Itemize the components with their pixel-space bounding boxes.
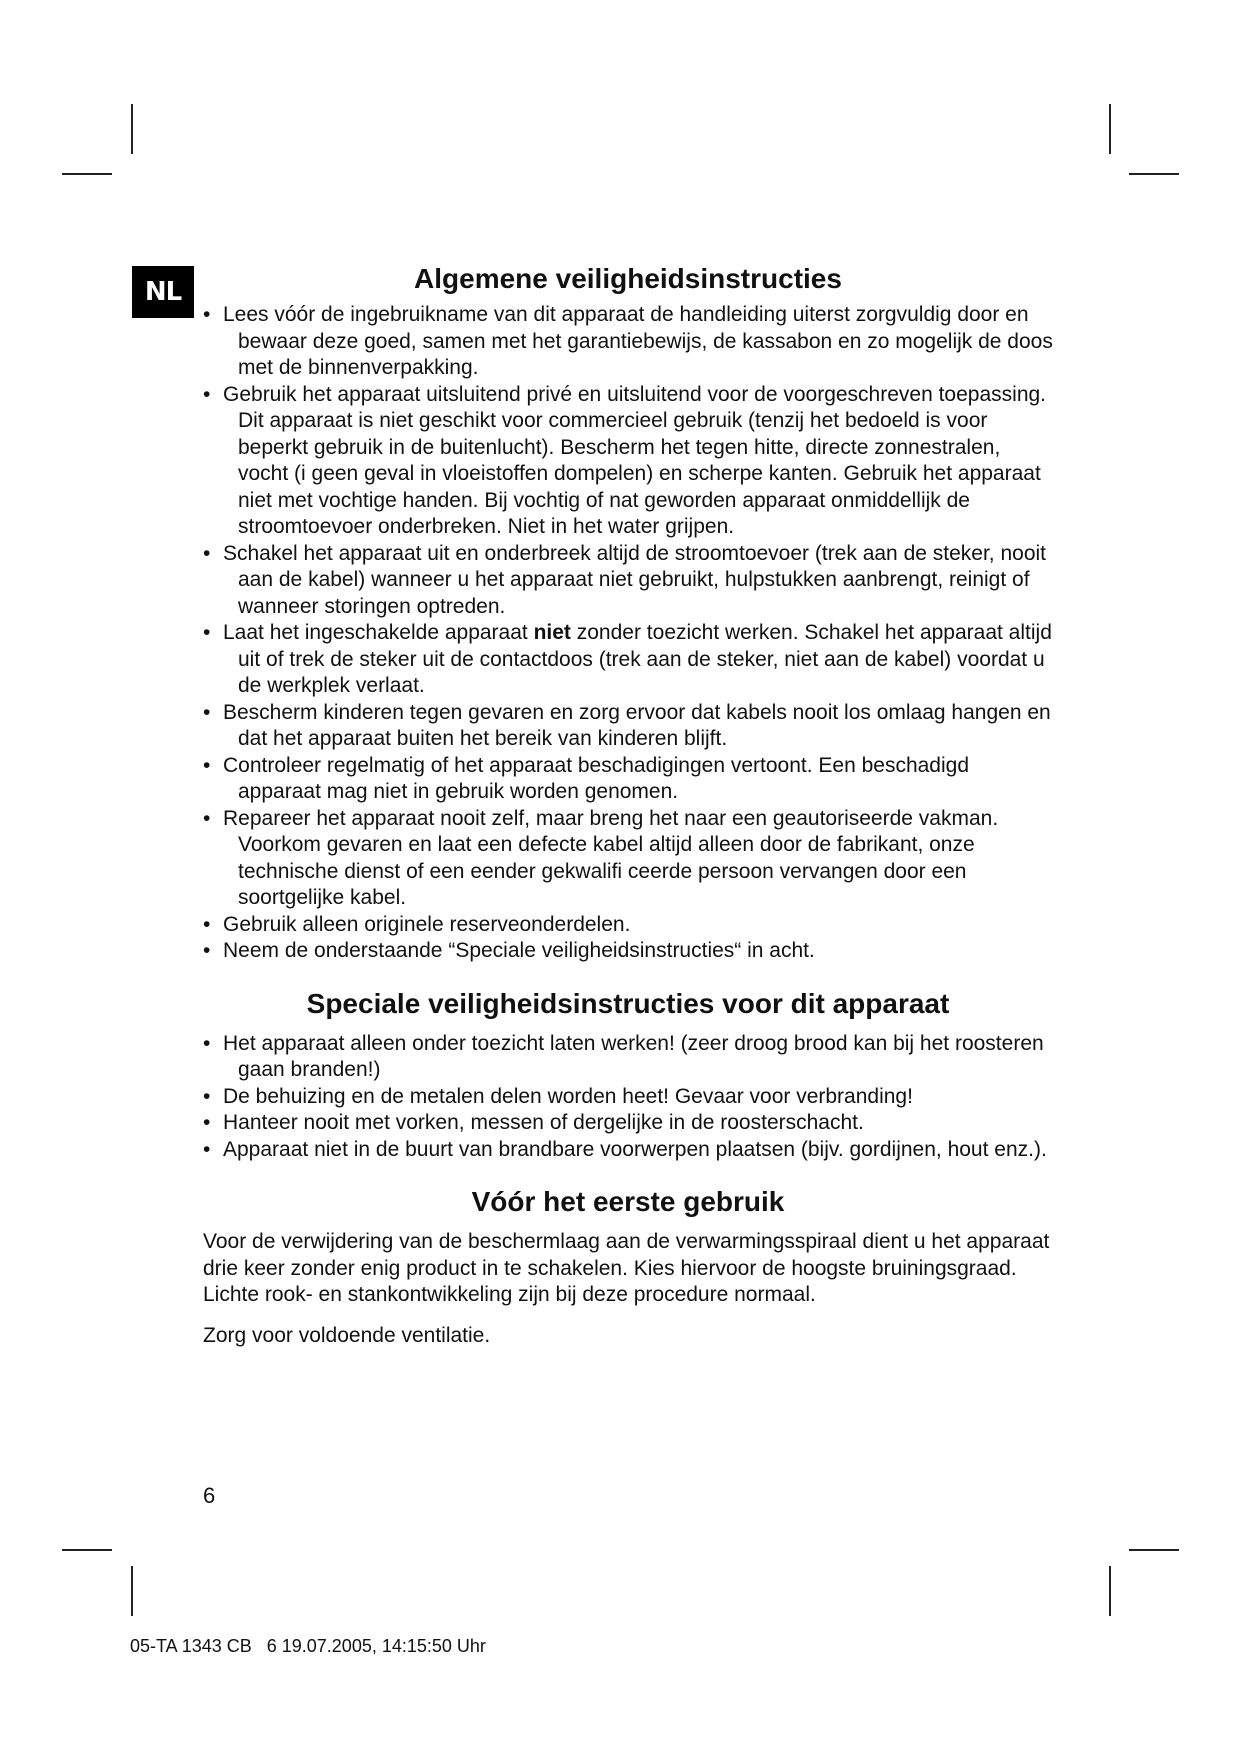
page-number: 6 (203, 1483, 216, 1508)
ventilation-paragraph: Zorg voor voldoende ventilatie. (203, 1323, 491, 1347)
crop-mark-top-right-horizontal (1129, 173, 1179, 175)
list-item: • Repareer het apparaat nooit zelf, maar breng het naar een geautoriseerde vakman. Voorkom gevaren en laat een defecte kabel altijd alleen door de fabrikant, onze technische dienst of een eender gekwalifi ceerde persoon vervangen door een soortgelijke kabel. (203, 806, 999, 909)
general-safety-list (203, 302, 1053, 965)
list-item: • De behuizing en de metalen delen worden heet! Gevaar voor verbranding! (203, 1084, 913, 1108)
list-item: • Het apparaat alleen onder toezicht laten werken! (zeer droog brood kan bij het roosteren gaan branden!) (203, 1031, 1044, 1081)
section-title-first-use: Vóór het eerste gebruik (471, 1186, 785, 1217)
list-item: • Neem de onderstaande “Speciale veiligheidsinstructies“ in acht. (203, 939, 815, 962)
section-title-general-safety: Algemene veiligheidsinstructies (414, 263, 842, 294)
crop-mark-bottom-right-horizontal (1129, 1549, 1179, 1551)
crop-mark-top-left-vertical (131, 104, 133, 154)
crop-mark-bottom-right-vertical (1109, 1566, 1111, 1616)
list-item: • Controleer regelmatig of het apparaat beschadigingen vertoont. Een beschadigd apparaat mag niet in gebruik worden genomen. (203, 753, 970, 803)
crop-mark-top-left-horizontal (62, 173, 112, 175)
list-item: • Lees vóór de ingebruikname van dit apparaat de handleiding uiterst zorgvuldig door en bewaar deze goed, samen met het garantiebewijs, de kassabon en zo mogelijk de doos met de binnenverpakking. (203, 303, 1053, 379)
crop-mark-bottom-left-vertical (131, 1566, 133, 1616)
list-item: • Schakel het apparaat uit en onderbreek altijd de stroomtoevoer (trek aan de steker, nooit aan de kabel) wanneer u het apparaat niet gebruikt, hulpstukken aanbrengt, reinigt of wanneer storingen optreden. (203, 541, 1046, 618)
emphasis-niet: niet (533, 621, 571, 644)
list-item: • Hanteer nooit met vorken, messen of dergelijke in de roosterschacht. (203, 1111, 864, 1134)
crop-mark-top-right-vertical (1109, 104, 1111, 154)
list-item: • Gebruik alleen originele reserveonderdelen. (203, 912, 631, 936)
list-item: • Bescherm kinderen tegen gevaren en zorg ervoor dat kabels nooit los omlaag hangen en dat het apparaat buiten het bereik van kinderen blijft. (203, 700, 1051, 750)
language-badge: NL (132, 266, 194, 318)
list-item: • Apparaat niet in de buurt van brandbare voorwerpen plaatsen (bijv. gordijnen, hout enz.). (203, 1137, 1047, 1161)
crop-mark-bottom-left-horizontal (62, 1549, 112, 1551)
section-title-special-safety: Speciale veiligheidsinstructies voor dit apparaat (306, 987, 950, 1019)
special-safety-list (203, 1031, 1053, 1164)
list-item: • Laat het ingeschakelde apparaat niet zonder toezicht werken. Schakel het apparaat altijd uit of trek de steker uit de contactdoos (trek aan de steker, niet aan de kabel) voordat u de werkplek verlaat. (203, 621, 1052, 697)
page-content (203, 262, 1053, 1349)
list-item: • Gebruik het apparaat uitsluitend privé en uitsluitend voor de voorgeschreven toepassing. Dit apparaat is niet geschikt voor commercieel gebruik (tenzij het bedoeld is voor beperkt gebruik in de buitenlucht). Bescherm het tegen hitte, directe zonnestralen, vocht (i geen geval in vloeistoffen dompelen) en scherpe kanten. Gebruik het apparaat niet met vochtige handen. Bij vochtig of nat geworden apparaat onmiddellijk de stroomtoevoer onderbreken. Niet in het water grijpen. (203, 382, 1047, 538)
first-use-paragraph: Voor de verwijdering van de beschermlaag aan de verwarmingsspiraal dient u het apparaat drie keer zonder enig product in te schakelen. Kies hiervoor de hoogste bruiningsgraad. Lichte rook- en stankontwikkeling zijn bij deze procedure normaal. (203, 1230, 1050, 1306)
print-footer: 05-TA 1343 CB 6 19.07.2005, 14:15:50 Uhr (130, 1636, 486, 1656)
